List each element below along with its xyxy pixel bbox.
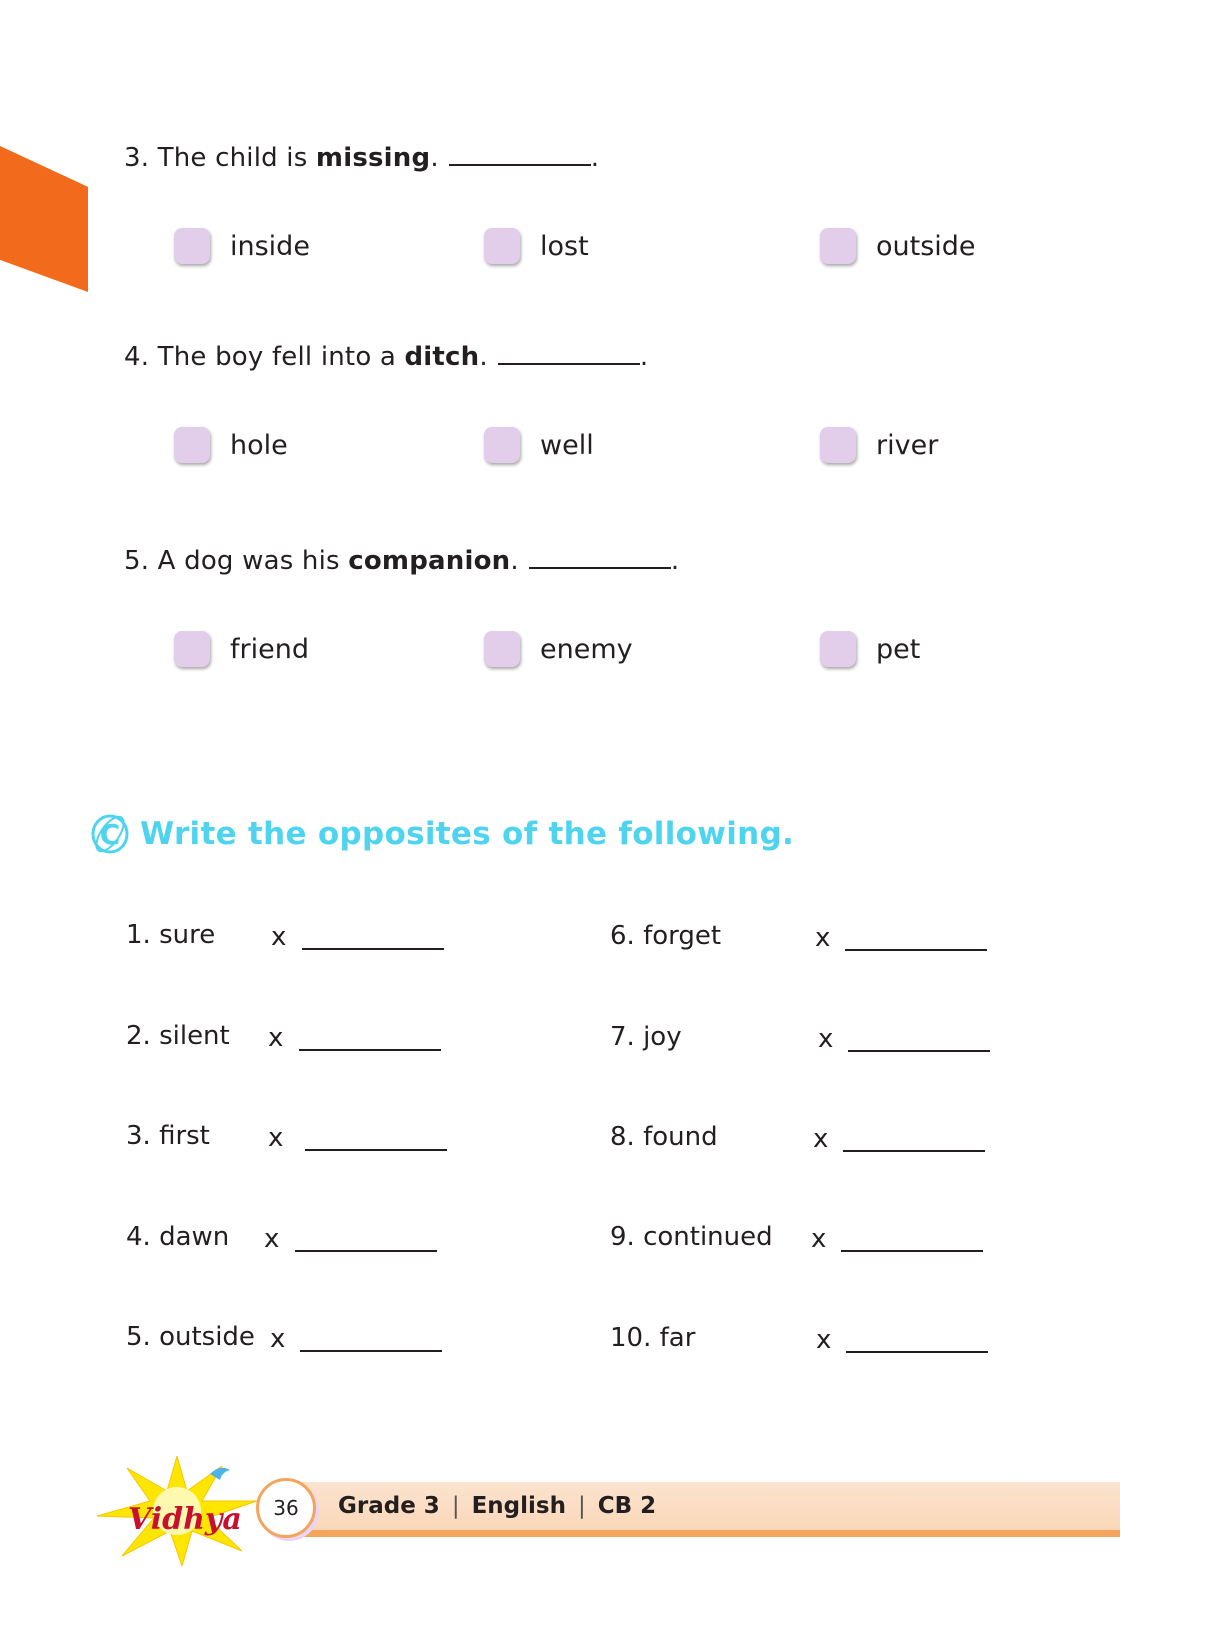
opposite-word: 1. sure	[126, 920, 216, 950]
opposite-mark: x	[816, 1325, 832, 1355]
opposite-blank[interactable]	[845, 949, 987, 951]
question-4-keyword: ditch	[404, 342, 480, 372]
opposite-mark: x	[811, 1224, 827, 1254]
opposite-blank[interactable]	[300, 1350, 442, 1352]
opposite-word: 7. joy	[610, 1022, 682, 1052]
question-5-keyword: companion	[348, 546, 511, 576]
opposite-mark: x	[813, 1124, 829, 1154]
logo-text: Vidhya	[128, 1502, 242, 1537]
opposite-blank[interactable]	[846, 1351, 988, 1353]
footer-separator: |	[577, 1493, 586, 1519]
opposite-word: 4. dawn	[126, 1222, 230, 1252]
question-5-text: 5. A dog was his	[124, 546, 349, 576]
opposite-blank[interactable]	[299, 1049, 441, 1051]
option-river[interactable]	[820, 427, 938, 463]
option-hole[interactable]	[174, 427, 288, 463]
opposite-blank[interactable]	[295, 1250, 437, 1252]
footer-subject: English	[471, 1493, 566, 1519]
question-4: 4. The boy fell into a ditch. .	[124, 342, 649, 372]
question-5: 5. A dog was his companion. .	[124, 546, 680, 576]
option-outside[interactable]	[820, 228, 976, 264]
opposite-blank[interactable]	[305, 1149, 447, 1151]
option-label: enemy	[540, 633, 633, 665]
option-well[interactable]	[484, 427, 594, 463]
option-label: well	[540, 429, 594, 461]
option-inside[interactable]	[174, 228, 310, 264]
opposite-word: 10. far	[610, 1323, 696, 1353]
option-label: inside	[230, 230, 310, 262]
footer-title	[338, 1493, 656, 1519]
opposite-blank[interactable]	[302, 948, 444, 950]
option-lost[interactable]	[484, 228, 589, 264]
option-friend[interactable]	[174, 631, 309, 667]
opposite-word: 5. outside	[126, 1322, 255, 1352]
option-label: river	[876, 429, 939, 461]
answer-blank-3[interactable]	[449, 144, 591, 166]
checkbox[interactable]	[484, 228, 520, 264]
checkbox[interactable]	[820, 427, 856, 463]
opposite-mark: x	[268, 1123, 284, 1153]
opposite-mark: x	[268, 1023, 284, 1053]
opposite-mark: x	[271, 922, 287, 952]
option-label: hole	[230, 429, 288, 461]
answer-blank-5[interactable]	[529, 547, 671, 569]
section-c-icon	[90, 812, 130, 856]
section-c-title: Write the opposites of the following.	[140, 816, 795, 852]
question-4-text: 4. The boy fell into a	[124, 342, 405, 372]
option-label: friend	[230, 633, 309, 665]
checkbox[interactable]	[820, 631, 856, 667]
answer-blank-4[interactable]	[498, 343, 640, 365]
page-number: 36	[256, 1478, 316, 1538]
orange-corner-tab	[0, 146, 88, 292]
opposite-word: 3. first	[126, 1121, 210, 1151]
question-3-keyword: missing	[315, 143, 431, 173]
checkbox[interactable]	[820, 228, 856, 264]
opposite-mark: x	[264, 1224, 280, 1254]
footer-book: CB 2	[597, 1493, 657, 1519]
checkbox[interactable]	[174, 228, 210, 264]
option-label: lost	[540, 230, 589, 262]
footer-separator: |	[451, 1493, 460, 1519]
option-label: outside	[876, 230, 976, 262]
opposite-mark: x	[815, 923, 831, 953]
question-3: 3. The child is missing. .	[124, 143, 600, 173]
opposite-word: 9. continued	[610, 1222, 773, 1252]
opposite-blank[interactable]	[843, 1150, 985, 1152]
opposite-word: 2. silent	[126, 1021, 230, 1051]
option-pet[interactable]	[820, 631, 920, 667]
section-c-heading	[90, 812, 794, 856]
opposite-word: 6. forget	[610, 921, 722, 951]
option-enemy[interactable]	[484, 631, 633, 667]
opposite-word: 8. found	[610, 1122, 718, 1152]
checkbox[interactable]	[174, 427, 210, 463]
option-label: pet	[876, 633, 921, 665]
checkbox[interactable]	[174, 631, 210, 667]
opposite-blank[interactable]	[848, 1050, 990, 1052]
question-3-text: 3. The child is	[124, 143, 316, 173]
checkbox[interactable]	[484, 631, 520, 667]
opposite-mark: x	[270, 1324, 286, 1354]
opposite-mark: x	[818, 1024, 834, 1054]
opposite-blank[interactable]	[841, 1250, 983, 1252]
section-letter: C	[99, 818, 121, 851]
checkbox[interactable]	[484, 427, 520, 463]
footer-grade: Grade 3	[338, 1493, 440, 1519]
